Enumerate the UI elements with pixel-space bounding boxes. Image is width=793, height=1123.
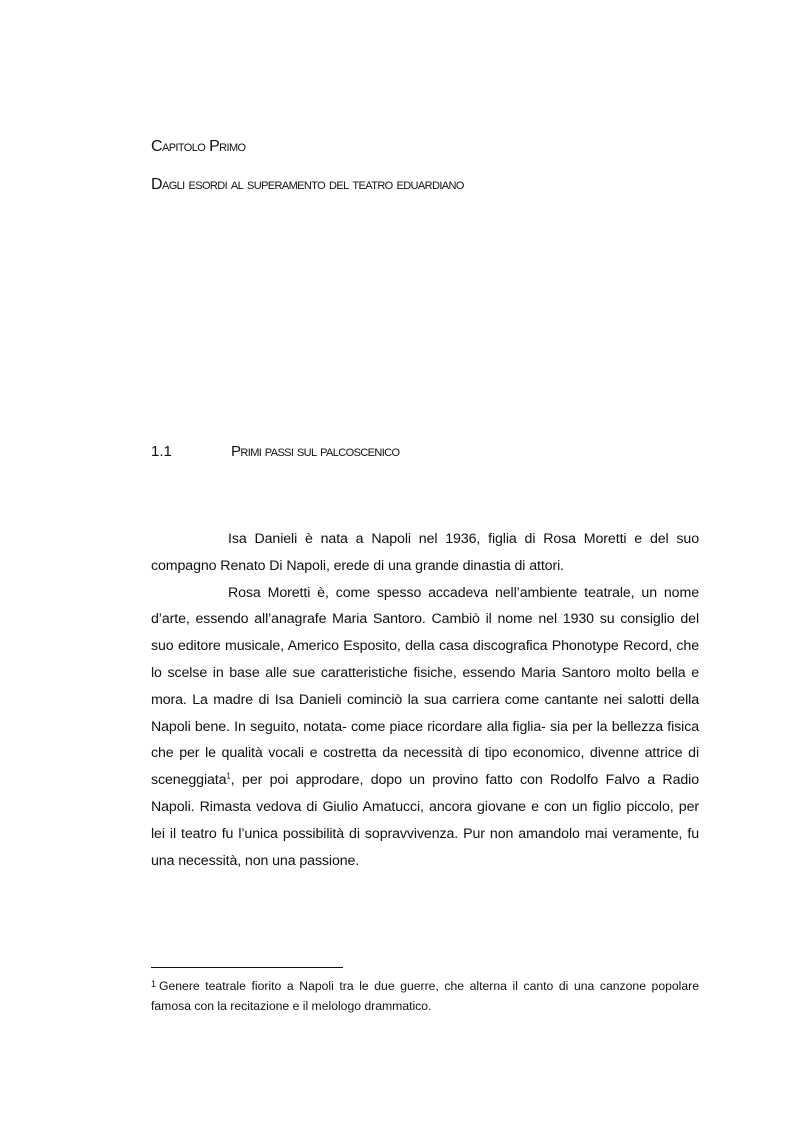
paragraph-2-part-1: Rosa Moretti è, come spesso accadeva nell’ambiente teatrale, un nome d’arte, essendo all’anagrafe Maria Santoro. Cambiò il nome nel 1930 su consiglio del suo editore musicale, Americo Esposito, della casa discografica Phonotype Record, che lo scelse in base alle sue caratteristiche fisiche, essendo Maria Santoro molto bella e mora. La madre di Isa Danieli cominciò la sua carriera come cantante nei salotti della Napoli bene. In seguito, notata- come piace ricordare alla figlia- sia per la bellezza fisica che per le qualità vocali e costretta da necessità di tipo economico, divenne attrice di sceneggiata (151, 584, 699, 789)
paragraph-2 (151, 580, 699, 875)
paragraph-1: Isa Danieli è nata a Napoli nel 1936, figlia di Rosa Moretti e del suo compagno Renato Di Napoli, erede di una grande dinastia di attori. (151, 531, 699, 574)
chapter-label: Capitolo Primo (151, 138, 246, 155)
footnote-number: 1 (151, 979, 157, 989)
footnote-reference: 1 (226, 771, 231, 781)
chapter-title: Dagli esordi al superamento del teatro eduardiano (151, 176, 464, 193)
section-number: 1.1 (151, 443, 172, 460)
footnote-text: Genere teatrale fiorito a Napoli tra le due guerre, che alterna il canto di una canzone popolare famosa con la recitazione e il melologo drammatico. (151, 979, 699, 1013)
section-title: Primi passi sul palcoscenico (231, 443, 400, 460)
footnote (151, 974, 699, 1016)
paragraph-2-part-2: , per poi approdare, dopo un provino fatto con Rodolfo Falvo a Radio Napoli. Rimasta vedova di Giulio Amatucci, ancora giovane e con un figlio piccolo, per lei il teatro fu l’unica possibilità di sopravvivenza. Pur non amandolo mai veramente, fu una necessità, non una passione. (151, 772, 699, 869)
footnote-separator (151, 967, 343, 968)
body-text (151, 526, 699, 874)
